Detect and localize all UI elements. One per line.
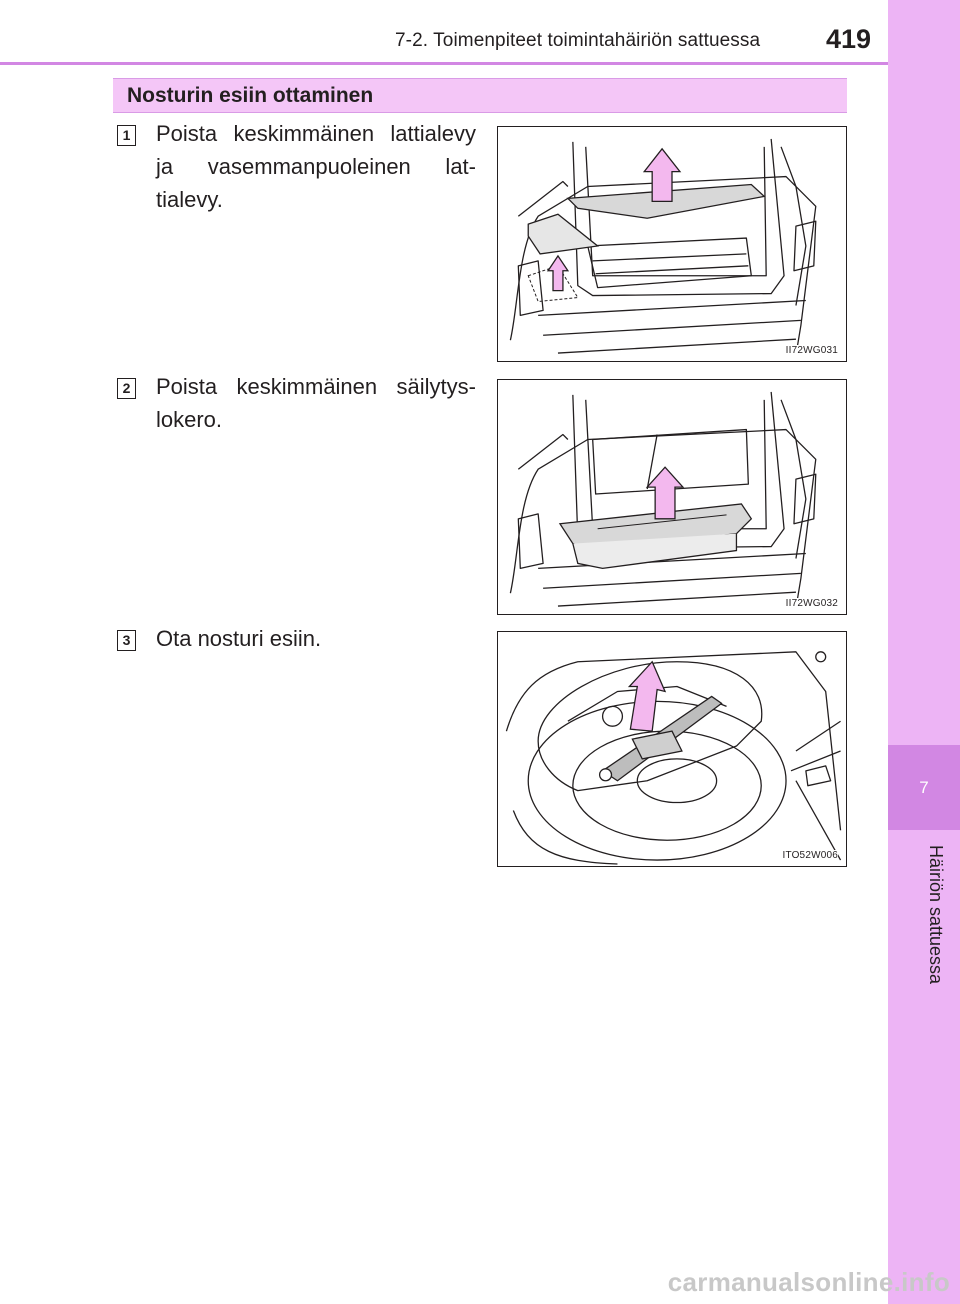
trunk-floor-boards-illustration xyxy=(498,127,846,361)
section-heading: Nosturin esiin ottaminen xyxy=(113,78,847,113)
figure-code: II72WG031 xyxy=(785,345,838,356)
chapter-number: 7 xyxy=(919,777,929,797)
step-2-text: Poista keskimmäinen säilytys-lokero. xyxy=(156,374,476,432)
page-number: 419 xyxy=(826,24,872,54)
site-watermark: carmanualsonline.info xyxy=(667,1267,950,1297)
step-3-badge: 3 xyxy=(117,630,136,651)
chapter-side-tab xyxy=(888,0,960,1304)
step-1-figure xyxy=(497,126,847,362)
chapter-label: Häiriön sattuessa xyxy=(926,845,946,985)
step-1-badge: 1 xyxy=(117,125,136,146)
jack-removal-illustration xyxy=(498,632,846,866)
step-3-text: Ota nosturi esiin. xyxy=(156,626,322,651)
running-header-title: 7-2. Toimenpiteet toimintahäiriön sattuessa xyxy=(395,30,761,51)
step-2-figure xyxy=(497,379,847,615)
step-1-text: Poista keskimmäinen lattialevy ja vasemmanpuoleinen lat-tialevy. xyxy=(156,121,476,212)
storage-tray-illustration xyxy=(498,380,846,614)
figure-code: ITO52W006 xyxy=(782,850,838,861)
figure-code: II72WG032 xyxy=(785,598,838,609)
step-2-badge: 2 xyxy=(117,378,136,399)
step-3-figure xyxy=(497,631,847,867)
chapter-number-tab xyxy=(888,745,960,830)
header-rule xyxy=(0,62,888,65)
